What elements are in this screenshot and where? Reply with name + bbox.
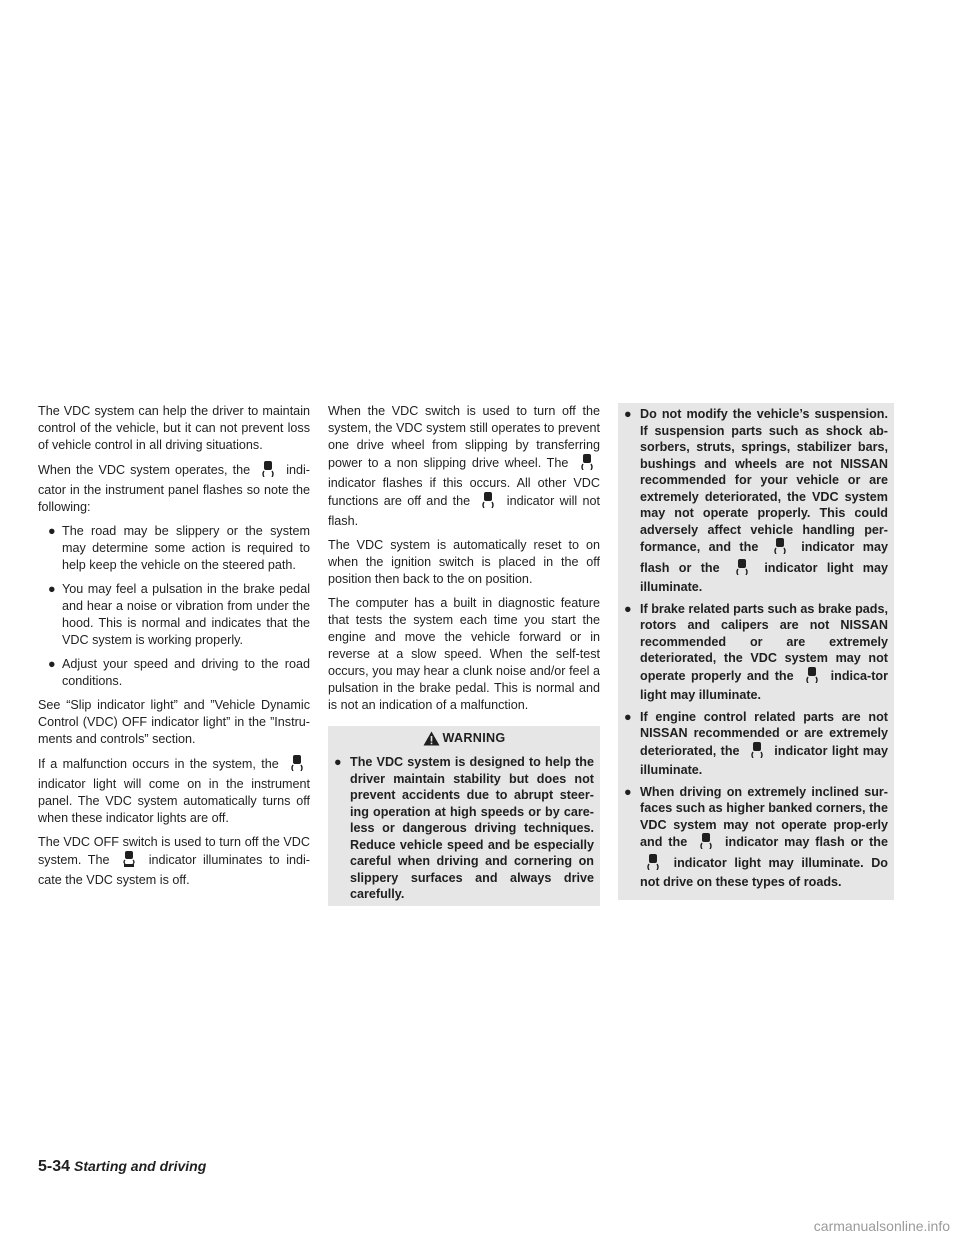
column-right-warning	[618, 403, 894, 900]
slip-indicator-icon	[729, 559, 755, 580]
slip-indicator-icon	[255, 461, 281, 482]
paragraph: When the VDC system operates, the indi-cator in the instrument panel flashes so note the following:	[38, 463, 311, 514]
slip-indicator-icon	[574, 454, 600, 475]
list-item: ● Adjust your speed and driving to the road conditions.	[48, 657, 310, 688]
slip-indicator-icon	[744, 742, 770, 763]
list-item: ● If engine control related parts are not NISSAN recommended or are extremely deteriorated, the indicator light may illuminate.	[624, 709, 889, 777]
section-title: Starting and driving	[74, 1158, 207, 1174]
paragraph: The VDC OFF switch is used to turn off the VDC system. The indicator illuminates to indi-cate the VDC system is off.	[38, 835, 310, 887]
watermark: carmanualsonline.info	[813, 1218, 950, 1234]
paragraph: The VDC system can help the driver to maintain control of the vehicle, but it can not prevent loss of vehicle control in all driving situations.	[38, 404, 310, 452]
paragraph: When the VDC switch is used to turn off the system, the VDC system still operates to prevent one drive wheel from slipping by transferring power to a non slipping drive wheel. The indicator flashes if this occurs. All other VDC functions are off and the indicator will not flash.	[328, 404, 600, 528]
column-middle	[328, 403, 600, 906]
paragraph: The VDC system is automatically reset to on when the ignition switch is placed in the off position then back to the on position.	[328, 538, 600, 586]
slip-indicator-icon	[284, 755, 310, 776]
list-item: ● Do not modify the vehicle’s suspension. If suspension parts such as shock ab-sorbers, struts, springs, stabilizer bars, bushings and wheels are not NISSAN recommended for your vehicle or are extremely deteriorated, the VDC system may not operate properly. This could adversely affect vehicle handling per-formance, and the indicator may flash or the indicator light may illuminate.	[624, 407, 889, 594]
paragraph: The computer has a built in diagnostic feature that tests the system each time you start the engine and move the vehicle forward or in reverse at a slow speed. When the self-test occurs, you may hear a clunk noise and/or feel a pulsation in the brake pedal. This is normal and is not an indication of a malfunction.	[328, 596, 600, 712]
slip-indicator-icon	[475, 492, 501, 513]
list-item: ● The road may be slippery or the system may determine some action is required to help keep the vehicle on the steered path.	[48, 524, 310, 572]
page-number: 5-34	[38, 1158, 71, 1175]
column-left	[38, 403, 310, 896]
warning-title: WARNING	[442, 730, 506, 745]
warning-triangle-icon	[423, 731, 440, 746]
warning-box	[328, 726, 600, 906]
slip-indicator-icon	[640, 854, 666, 875]
vdc-off-indicator-icon	[116, 851, 142, 872]
page-footer	[38, 1158, 206, 1182]
paragraph: If a malfunction occurs in the system, the indicator light will come on in the instrument panel. The VDC system automatically turns off when these indicator lights are off.	[38, 757, 310, 825]
list-item: ● You may feel a pulsation in the brake pedal and hear a noise or vibration from under the hood. This is normal and indicates that the VDC system is working properly.	[48, 582, 310, 647]
paragraph: See “Slip indicator light” and ”Vehicle Dynamic Control (VDC) OFF indicator light” in the ”Instru-ments and controls” section.	[38, 698, 310, 746]
slip-indicator-icon	[693, 833, 719, 854]
list-item: ● If brake related parts such as brake pads, rotors and calipers are not NISSAN recommended or are extremely deteriorated, the VDC system may not operate properly and the indica-tor light may illuminate.	[624, 601, 889, 702]
slip-indicator-icon	[799, 667, 825, 688]
list-item: ● When driving on extremely inclined sur-faces such as higher banked corners, the VDC system may not operate prop-erly and the indicator may flash or the indicator light may illuminate. Do not drive on these types of roads.	[624, 784, 888, 889]
warning-header	[334, 726, 594, 750]
list-item: ● The VDC system is designed to help the driver maintain stability but does not prevent accidents due to abrupt steer-ing operation at high speeds or by care-less or dangerous driving techniques. Reduce vehicle speed and be especially careful when driving and cornering on slippery surfaces and always drive carefully.	[334, 755, 594, 901]
slip-indicator-icon	[767, 538, 793, 559]
